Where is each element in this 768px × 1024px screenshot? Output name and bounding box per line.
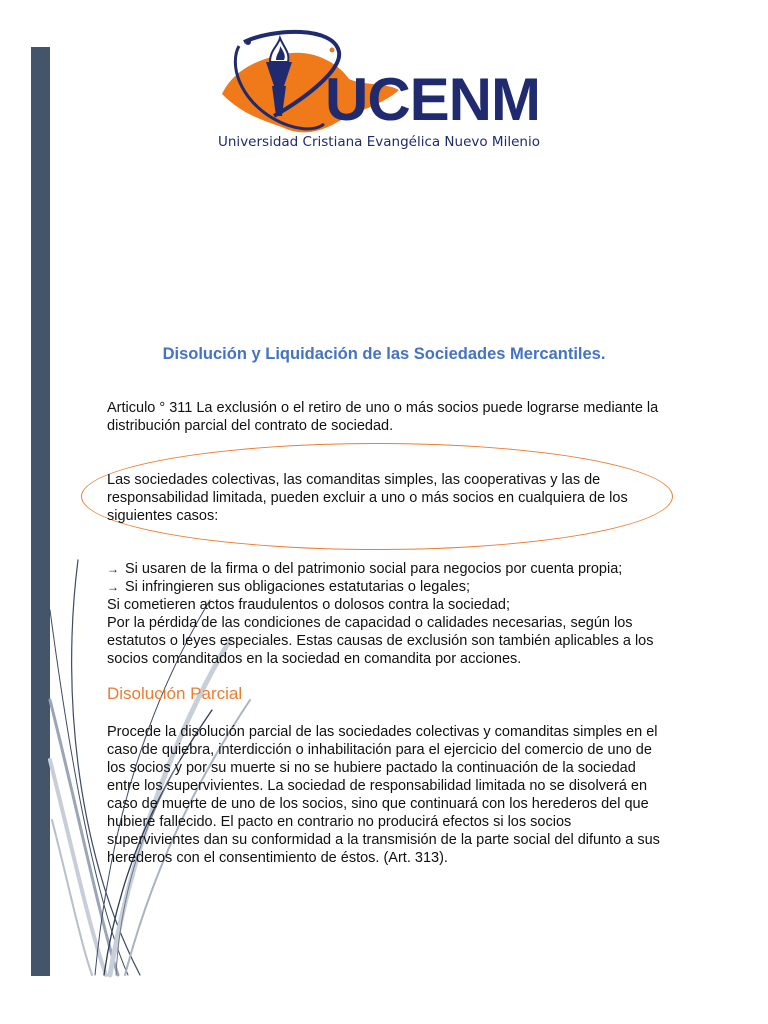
left-sidebar-band: [31, 47, 50, 976]
arrow-icon: →: [107, 562, 119, 576]
document-title: Disolución y Liquidación de las Sociedades Mercantiles.: [162, 345, 606, 363]
societies-paragraph: Las sociedades colectivas, las comanditas simples, las cooperativas y las de responsabilidad limitada, pueden excluir a uno o más socios en cualquiera de los siguientes casos:: [107, 472, 628, 524]
logo-subtitle: Universidad Cristiana Evangélica Nuevo Milenio: [218, 134, 540, 150]
case-text: Si cometieren actos fraudulentos o dolosos contra la sociedad;: [107, 597, 511, 613]
case-item: [107, 596, 667, 614]
exclusion-cases-list: [107, 560, 667, 668]
case-text: Por la pérdida de las condiciones de capacidad o calidades necesarias, según los estatutos o leyes especiales. Estas causas de exclusión son también aplicables a los socios comanditados en la sociedad en comandita por acciones.: [107, 615, 654, 667]
section-heading: Disolución Parcial: [107, 684, 243, 703]
case-text: Si usaren de la firma o del patrimonio social para negocios por cuenta propia;: [125, 561, 623, 577]
partial-dissolution-paragraph: Procede la disolución parcial de las sociedades colectivas y comanditas simples en el caso de quiebra, interdicción o inhabilitación para el ejercicio del comercio de uno de los socios y por su muerte si no se hubiere pactado la continuación de la sociedad entre los supervivientes. La sociedad de responsabilidad limitada no se disolverá en caso de muerte de uno de los socios, sino que continuará con los herederos del que hubiere fallecido. El pacto en contrario no producirá efectos si los socios supervivientes dan su conformidad a la transmisión de la parte social del difunto a sus herederos con el consentimiento de éstos. (Art. 313).: [107, 724, 660, 866]
case-item: [107, 560, 667, 578]
case-item: [107, 578, 667, 596]
case-text: Si infringieren sus obligaciones estatutarias o legales;: [125, 579, 470, 595]
arrow-icon: →: [107, 580, 119, 594]
logo-wordmark: UCENM: [325, 66, 540, 133]
case-item: [107, 614, 667, 668]
article-paragraph: Articulo ° 311 La exclusión o el retiro de uno o más socios puede lograrse mediante la distribución parcial del contrato de sociedad.: [107, 400, 659, 434]
